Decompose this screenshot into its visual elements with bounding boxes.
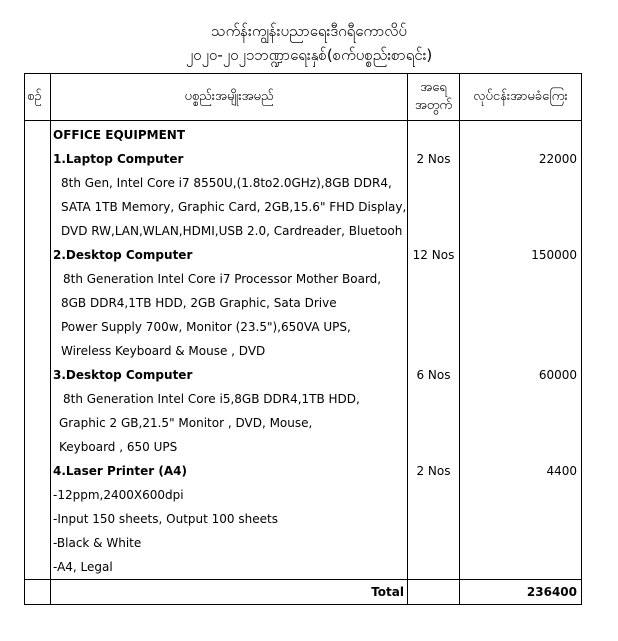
table-row xyxy=(25,531,582,555)
table-row xyxy=(25,459,582,483)
header-amount: လုပ်ငန်းအာမခံကြေး xyxy=(460,74,582,121)
table-row xyxy=(25,267,582,291)
item-title: 4.Laser Printer (A4) xyxy=(51,459,408,483)
item-qty: 6 Nos xyxy=(408,363,460,387)
total-value: 236400 xyxy=(460,580,582,605)
table-row xyxy=(25,339,582,363)
item-qty: 12 Nos xyxy=(408,243,460,267)
item-title: 2.Desktop Computer xyxy=(51,243,408,267)
table-row xyxy=(25,483,582,507)
item-amount: 22000 xyxy=(460,147,582,171)
item-spec: 8th Generation Intel Core i5,8GB DDR4,1TB HDD, xyxy=(51,387,408,411)
item-amount: 4400 xyxy=(460,459,582,483)
header-item: ပစ္စည်းအမျိုးအမည် xyxy=(51,74,408,121)
header-no: စဉ် xyxy=(25,74,51,121)
item-qty: 2 Nos xyxy=(408,147,460,171)
document-subtitle: ၂၀၂၀-၂၀၂၁ဘဏ္ဍာရေးနှစ်(စက်ပစ္စည်းစာရင်း) xyxy=(185,46,433,64)
item-spec: Graphic 2 GB,21.5" Monitor , DVD, Mouse, xyxy=(51,411,408,435)
table-row xyxy=(25,171,582,195)
total-row xyxy=(25,580,582,605)
item-spec: Keyboard , 650 UPS xyxy=(51,435,408,459)
item-spec: -Black & White xyxy=(51,531,408,555)
equipment-table xyxy=(24,73,582,605)
item-spec: 8th Generation Intel Core i7 Processor Mother Board, xyxy=(51,267,408,291)
item-spec: -12ppm,2400X600dpi xyxy=(51,483,408,507)
table-row xyxy=(25,387,582,411)
item-spec: 8GB DDR4,1TB HDD, 2GB Graphic, Sata Drive xyxy=(51,291,408,315)
header-qty-line1: အရေ xyxy=(420,80,447,95)
item-title: 3.Desktop Computer xyxy=(51,363,408,387)
table-row xyxy=(25,219,582,243)
total-label: Total xyxy=(51,580,408,605)
header-qty-line2: အတွက် xyxy=(414,98,453,113)
section-heading: OFFICE EQUIPMENT xyxy=(51,121,408,148)
document-title: သက်န်းကျွန်းပညာရေးဒီဂရီကောလိပ် xyxy=(211,22,407,40)
header-qty xyxy=(408,74,460,121)
table-row xyxy=(25,507,582,531)
table-row xyxy=(25,291,582,315)
item-spec: 8th Gen, Intel Core i7 8550U,(1.8to2.0GHz),8GB DDR4, xyxy=(51,171,408,195)
item-spec: -A4, Legal xyxy=(51,555,408,580)
table-row xyxy=(25,315,582,339)
table-row xyxy=(25,435,582,459)
table-row xyxy=(25,363,582,387)
table-row xyxy=(25,411,582,435)
table-row xyxy=(25,147,582,171)
item-spec: DVD RW,LAN,WLAN,HDMI,USB 2.0, Cardreader, Bluetooh xyxy=(51,219,408,243)
item-qty: 2 Nos xyxy=(408,459,460,483)
item-spec: Wireless Keyboard & Mouse , DVD xyxy=(51,339,408,363)
item-amount: 150000 xyxy=(460,243,582,267)
item-spec: SATA 1TB Memory, Graphic Card, 2GB,15.6" FHD Display, xyxy=(51,195,408,219)
table-row xyxy=(25,195,582,219)
table-row xyxy=(25,243,582,267)
item-spec: Power Supply 700w, Monitor (23.5"),650VA UPS, xyxy=(51,315,408,339)
item-amount: 60000 xyxy=(460,363,582,387)
item-spec: -Input 150 sheets, Output 100 sheets xyxy=(51,507,408,531)
table-row xyxy=(25,555,582,580)
table-header-row xyxy=(25,74,582,121)
item-title: 1.Laptop Computer xyxy=(51,147,408,171)
table-row xyxy=(25,121,582,148)
